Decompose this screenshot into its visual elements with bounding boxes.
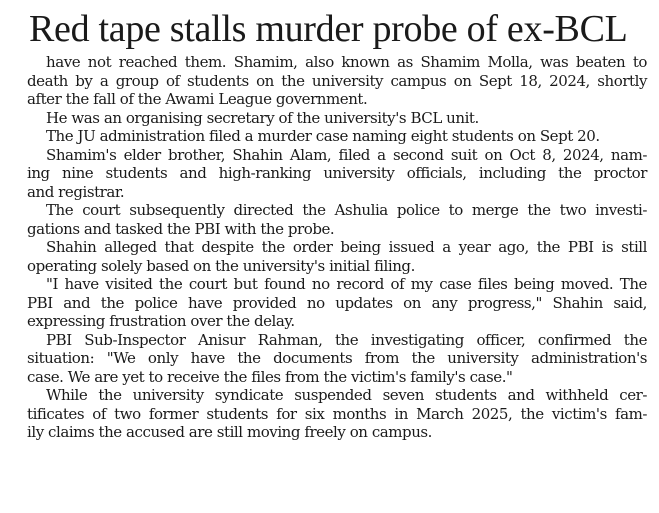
article-paragraph <box>27 127 647 146</box>
article-paragraph <box>27 386 647 442</box>
article-paragraph <box>27 201 647 238</box>
paragraph-line: have not reached them. Shamim, also known as Shamim Molla, was beaten to <box>46 53 647 71</box>
article-paragraph <box>27 53 647 109</box>
paragraph-line: Shahin alleged that despite the order being issued a year ago, the PBI is still <box>46 238 647 256</box>
paragraph-line: ily claims the accused are still moving freely on campus. <box>27 423 432 441</box>
article-headline: Red tape stalls murder probe of ex-BCL <box>29 8 628 50</box>
paragraph-line: The JU administration filed a murder case naming eight students on Sept 20. <box>46 127 600 145</box>
paragraph-line: "I have visited the court but found no record of my case files being moved. The <box>46 275 647 293</box>
paragraph-line: operating solely based on the university's initial filing. <box>27 256 415 275</box>
paragraph-line: He was an organising secretary of the university's BCL unit. <box>46 108 479 127</box>
paragraph-line: situation: "We only have the documents from the university administration's <box>27 349 647 367</box>
article-paragraph <box>27 331 647 387</box>
paragraph-line: after the fall of the Awami League government. <box>27 90 368 108</box>
article-body <box>27 53 647 442</box>
article-paragraph <box>27 109 647 128</box>
article-paragraph <box>27 146 647 202</box>
paragraph-line: ing nine students and high-ranking university officials, including the proctor <box>27 164 647 182</box>
article-paragraph <box>27 275 647 331</box>
paragraph-line: death by a group of students on the university campus on Sept 18, 2024, shortly <box>27 71 647 90</box>
paragraph-line: case. We are yet to receive the files from the victim's family's case." <box>27 367 513 386</box>
paragraph-line: The court subsequently directed the Ashulia police to merge the two investi- <box>46 201 647 219</box>
paragraph-line: and registrar. <box>27 182 125 201</box>
paragraph-line: gations and tasked the PBI with the probe. <box>27 219 335 238</box>
paragraph-line: PBI Sub-Inspector Anisur Rahman, the investigating officer, confirmed the <box>46 330 647 349</box>
paragraph-line: expressing frustration over the delay. <box>27 312 295 330</box>
article-paragraph <box>27 238 647 275</box>
paragraph-line: While the university syndicate suspended seven students and withheld cer- <box>46 386 647 404</box>
paragraph-line: tificates of two former students for six months in March 2025, the victim's fam- <box>27 404 647 423</box>
paragraph-line: Shamim's elder brother, Shahin Alam, filed a second suit on Oct 8, 2024, nam- <box>46 145 647 164</box>
paragraph-line: PBI and the police have provided no updates on any progress," Shahin said, <box>27 293 647 312</box>
